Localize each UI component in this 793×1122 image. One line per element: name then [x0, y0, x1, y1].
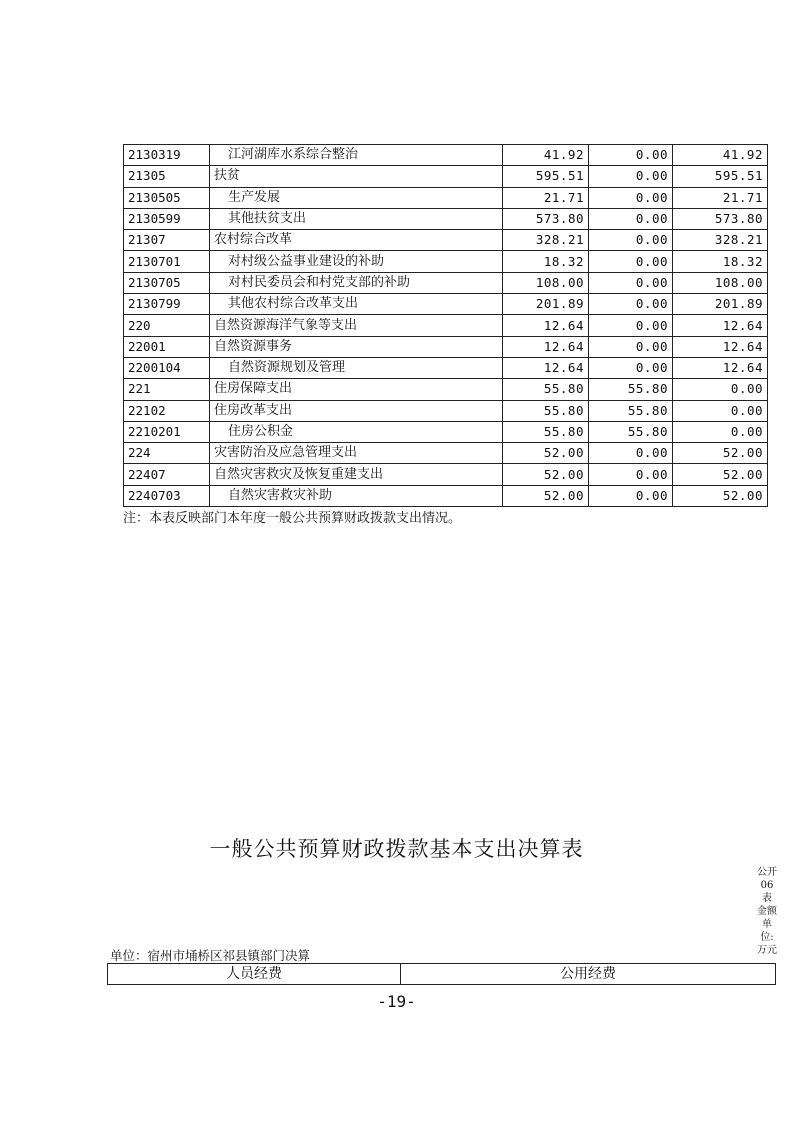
table-row [124, 485, 768, 506]
row-total: 201.89 [503, 294, 589, 315]
row-name: 对村级公益事业建设的补助 [210, 251, 503, 272]
row-name: 生产发展 [210, 187, 503, 208]
table-note: 注：本表反映部门本年度一般公共预算财政拨款支出情况。 [123, 511, 462, 526]
row-name: 住房改革支出 [210, 400, 503, 421]
row-basic: 0.00 [589, 294, 673, 315]
row-code: 224 [124, 443, 210, 464]
row-code: 221 [124, 379, 210, 400]
row-code: 2130701 [124, 251, 210, 272]
row-total: 573.80 [503, 208, 589, 229]
table-row [124, 208, 768, 229]
row-code: 2130319 [124, 145, 210, 166]
row-code: 2130705 [124, 272, 210, 293]
second-table-title: 一般公共预算财政拨款基本支出决算表 [209, 837, 584, 861]
row-project: 573.80 [673, 208, 768, 229]
row-code: 2130599 [124, 208, 210, 229]
row-name: 住房保障支出 [210, 379, 503, 400]
row-name: 对村民委员会和村党支部的补助 [210, 272, 503, 293]
row-total: 41.92 [503, 145, 589, 166]
row-name: 自然灾害救灾补助 [210, 485, 503, 506]
side-line: 06 [760, 880, 774, 891]
row-project: 0.00 [673, 379, 768, 400]
side-line: 万元 [757, 945, 777, 956]
row-name: 其他扶贫支出 [210, 208, 503, 229]
row-total: 52.00 [503, 464, 589, 485]
unit-label: 单位：宿州市埇桥区祁县镇部门决算 [110, 948, 311, 963]
side-line: 表 [762, 893, 772, 904]
table-row [124, 464, 768, 485]
header-personnel: 人员经费 [108, 964, 401, 985]
row-total: 12.64 [503, 315, 589, 336]
row-basic: 0.00 [589, 315, 673, 336]
table-row [124, 315, 768, 336]
row-name: 自然灾害救灾及恢复重建支出 [210, 464, 503, 485]
row-code: 22407 [124, 464, 210, 485]
header-public: 公用经费 [401, 964, 776, 985]
row-project: 328.21 [673, 230, 768, 251]
row-project: 12.64 [673, 336, 768, 357]
row-project: 12.64 [673, 357, 768, 378]
side-line: 公开 [757, 867, 777, 878]
row-basic: 0.00 [589, 187, 673, 208]
page-number: -19- [377, 992, 416, 1011]
row-project: 52.00 [673, 464, 768, 485]
table-row [124, 294, 768, 315]
row-basic: 0.00 [589, 251, 673, 272]
table-row [124, 336, 768, 357]
row-basic: 0.00 [589, 272, 673, 293]
row-basic: 0.00 [589, 336, 673, 357]
side-line: 单 [762, 919, 772, 930]
row-code: 2200104 [124, 357, 210, 378]
row-total: 55.80 [503, 400, 589, 421]
row-basic: 55.80 [589, 400, 673, 421]
row-basic: 0.00 [589, 145, 673, 166]
side-line: 金额 [757, 906, 777, 917]
row-total: 595.51 [503, 166, 589, 187]
row-code: 22102 [124, 400, 210, 421]
row-basic: 0.00 [589, 485, 673, 506]
row-name: 自然资源事务 [210, 336, 503, 357]
row-project: 41.92 [673, 145, 768, 166]
row-basic: 55.80 [589, 379, 673, 400]
basic-expenditure-table [107, 963, 776, 985]
expenditure-table [123, 144, 768, 507]
table-row [124, 251, 768, 272]
row-name: 江河湖库水系综合整治 [210, 145, 503, 166]
side-line: 位: [760, 932, 774, 943]
expenditure-table-body [124, 145, 768, 507]
row-name: 住房公积金 [210, 421, 503, 442]
row-code: 22001 [124, 336, 210, 357]
row-total: 12.64 [503, 357, 589, 378]
row-name: 灾害防治及应急管理支出 [210, 443, 503, 464]
row-basic: 0.00 [589, 230, 673, 251]
row-project: 108.00 [673, 272, 768, 293]
row-project: 12.64 [673, 315, 768, 336]
table-row [124, 230, 768, 251]
row-project: 18.32 [673, 251, 768, 272]
row-total: 52.00 [503, 443, 589, 464]
row-total: 55.80 [503, 421, 589, 442]
row-total: 328.21 [503, 230, 589, 251]
row-code: 2210201 [124, 421, 210, 442]
table-row [124, 272, 768, 293]
row-basic: 0.00 [589, 208, 673, 229]
row-basic: 0.00 [589, 464, 673, 485]
row-basic: 0.00 [589, 166, 673, 187]
row-project: 52.00 [673, 485, 768, 506]
table-row [124, 400, 768, 421]
side-annotation [752, 866, 782, 957]
row-basic: 0.00 [589, 443, 673, 464]
row-project: 52.00 [673, 443, 768, 464]
table-row [124, 443, 768, 464]
table-row [124, 145, 768, 166]
table-row [124, 379, 768, 400]
row-code: 220 [124, 315, 210, 336]
row-basic: 0.00 [589, 357, 673, 378]
row-name: 扶贫 [210, 166, 503, 187]
row-name: 自然资源海洋气象等支出 [210, 315, 503, 336]
row-code: 2130799 [124, 294, 210, 315]
row-project: 0.00 [673, 400, 768, 421]
row-total: 21.71 [503, 187, 589, 208]
row-name: 其他农村综合改革支出 [210, 294, 503, 315]
row-code: 21307 [124, 230, 210, 251]
row-name: 自然资源规划及管理 [210, 357, 503, 378]
row-total: 55.80 [503, 379, 589, 400]
row-code: 2130505 [124, 187, 210, 208]
table-row [124, 187, 768, 208]
row-total: 18.32 [503, 251, 589, 272]
row-total: 12.64 [503, 336, 589, 357]
row-project: 201.89 [673, 294, 768, 315]
row-basic: 55.80 [589, 421, 673, 442]
row-total: 108.00 [503, 272, 589, 293]
row-project: 595.51 [673, 166, 768, 187]
row-project: 21.71 [673, 187, 768, 208]
row-code: 21305 [124, 166, 210, 187]
table-row [124, 421, 768, 442]
row-code: 2240703 [124, 485, 210, 506]
header-row [108, 964, 776, 985]
table-row [124, 357, 768, 378]
table-row [124, 166, 768, 187]
row-name: 农村综合改革 [210, 230, 503, 251]
row-total: 52.00 [503, 485, 589, 506]
row-project: 0.00 [673, 421, 768, 442]
